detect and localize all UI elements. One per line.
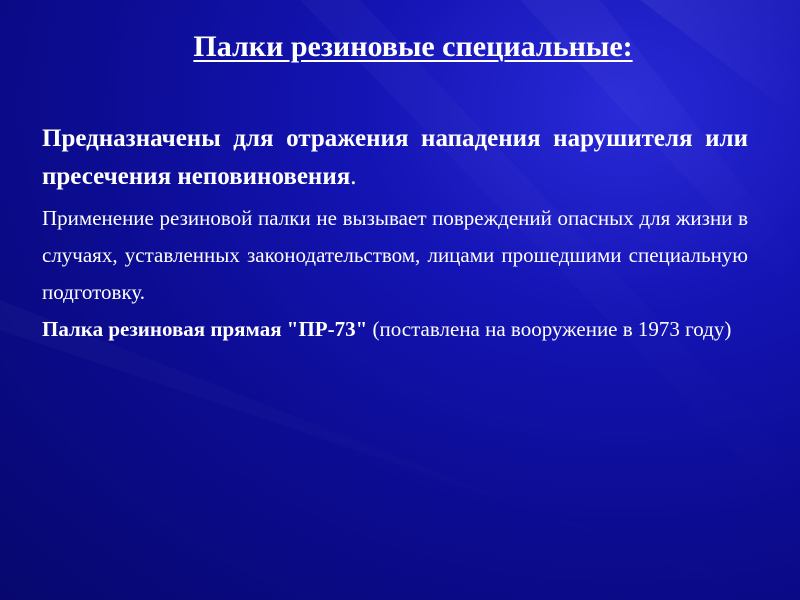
purpose-period: . <box>350 163 357 190</box>
purpose-paragraph <box>42 120 748 196</box>
model-name: Палка резиновая прямая "ПР-73" <box>42 317 368 341</box>
slide-body <box>42 120 748 348</box>
slide-title: Палки резиновые специальные: <box>193 30 633 63</box>
purpose-text: Предназначены для отражения нападения нарушителя или пресечения неповиновения <box>42 125 748 190</box>
usage-paragraph: Применение резиновой палки не вызывает повреждений опасных для жизни в случаях, уставленных законодательством, лицами прошедшими специальную подготовку. <box>42 206 748 304</box>
model-paragraph <box>42 311 748 348</box>
model-details: (поставлена на вооружение в 1973 году) <box>367 317 732 341</box>
